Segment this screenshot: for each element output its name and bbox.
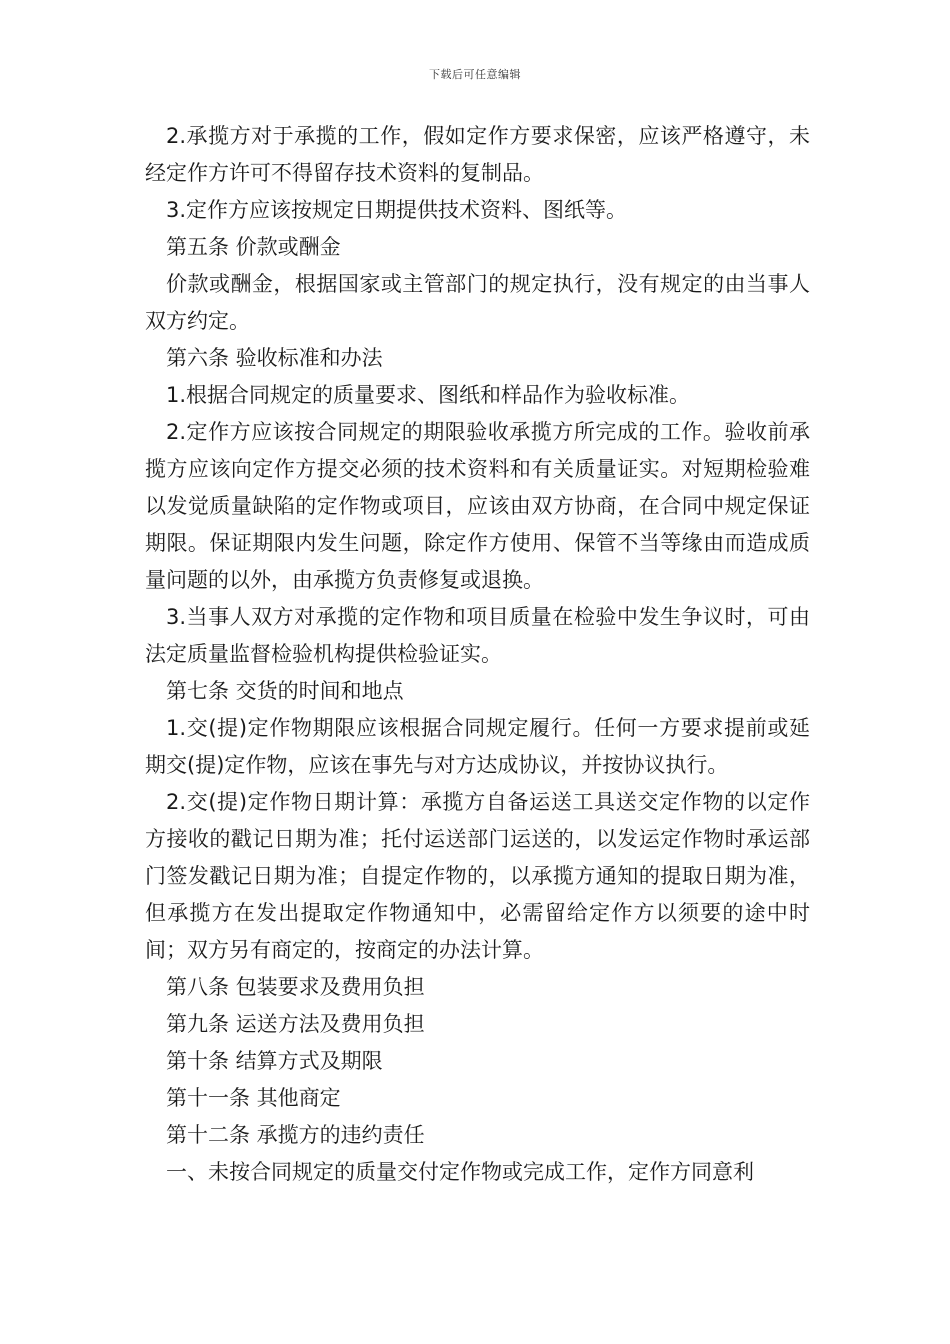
- article-5-heading: 第五条 价款或酬金: [166, 235, 341, 259]
- article-6-heading: 第六条 验收标准和办法: [166, 346, 383, 370]
- document-body: [145, 118, 810, 1191]
- article-10-heading: 第十条 结算方式及期限: [166, 1049, 383, 1073]
- paragraph-delivery-date-calc: 2.交(提)定作物日期计算：承揽方自备运送工具送交定作物的以定作方接收的戳记日期为准；托付运送部门运送的，以发运定作物时承运部门签发戳记日期为准；自提定作物的，以承揽方通知的提取日期为准，但承揽方在发出提取定作物通知中，必需留给定作方以须要的途中时间；双方另有商定的，按商定的办法计算。: [145, 790, 810, 962]
- paragraph-acceptance-standard: 1.根据合同规定的质量要求、图纸和样品作为验收标准。: [166, 383, 691, 407]
- article-11-heading: 第十一条 其他商定: [166, 1086, 341, 1110]
- article-8-heading: 第八条 包装要求及费用负担: [166, 975, 425, 999]
- paragraph-price: 价款或酬金，根据国家或主管部门的规定执行，没有规定的由当事人双方约定。: [145, 272, 810, 333]
- paragraph-technical-materials: 3.定作方应该按规定日期提供技术资料、图纸等。: [166, 198, 628, 222]
- paragraph-acceptance-period: 2.定作方应该按合同规定的期限验收承揽方所完成的工作。验收前承揽方应该向定作方提交必须的技术资料和有关质量证实。对短期检验难以发觉质量缺陷的定作物或项目，应该由双方协商，在合同中规定保证期限。保证期限内发生问题，除定作方使用、保管不当等缘由而造成质量问题的以外，由承揽方负责修复或退换。: [145, 420, 810, 592]
- paragraph-confidentiality: 2.承揽方对于承揽的工作，假如定作方要求保密，应该严格遵守，未经定作方许可不得留存技术资料的复制品。: [145, 124, 810, 185]
- page-header: 下载后可任意编辑: [429, 68, 521, 81]
- paragraph-delivery-period: 1.交(提)定作物期限应该根据合同规定履行。任何一方要求提前或延期交(提)定作物，应该在事先与对方达成协议，并按协议执行。: [145, 716, 810, 777]
- article-12-heading: 第十二条 承揽方的违约责任: [166, 1123, 425, 1147]
- article-7-heading: 第七条 交货的时间和地点: [166, 679, 404, 703]
- article-9-heading: 第九条 运送方法及费用负担: [166, 1012, 425, 1036]
- paragraph-quality-dispute: 3.当事人双方对承揽的定作物和项目质量在检验中发生争议时，可由法定质量监督检验机构提供检验证实。: [145, 605, 810, 666]
- paragraph-breach-1: 一、未按合同规定的质量交付定作物或完成工作，定作方同意利: [166, 1160, 754, 1184]
